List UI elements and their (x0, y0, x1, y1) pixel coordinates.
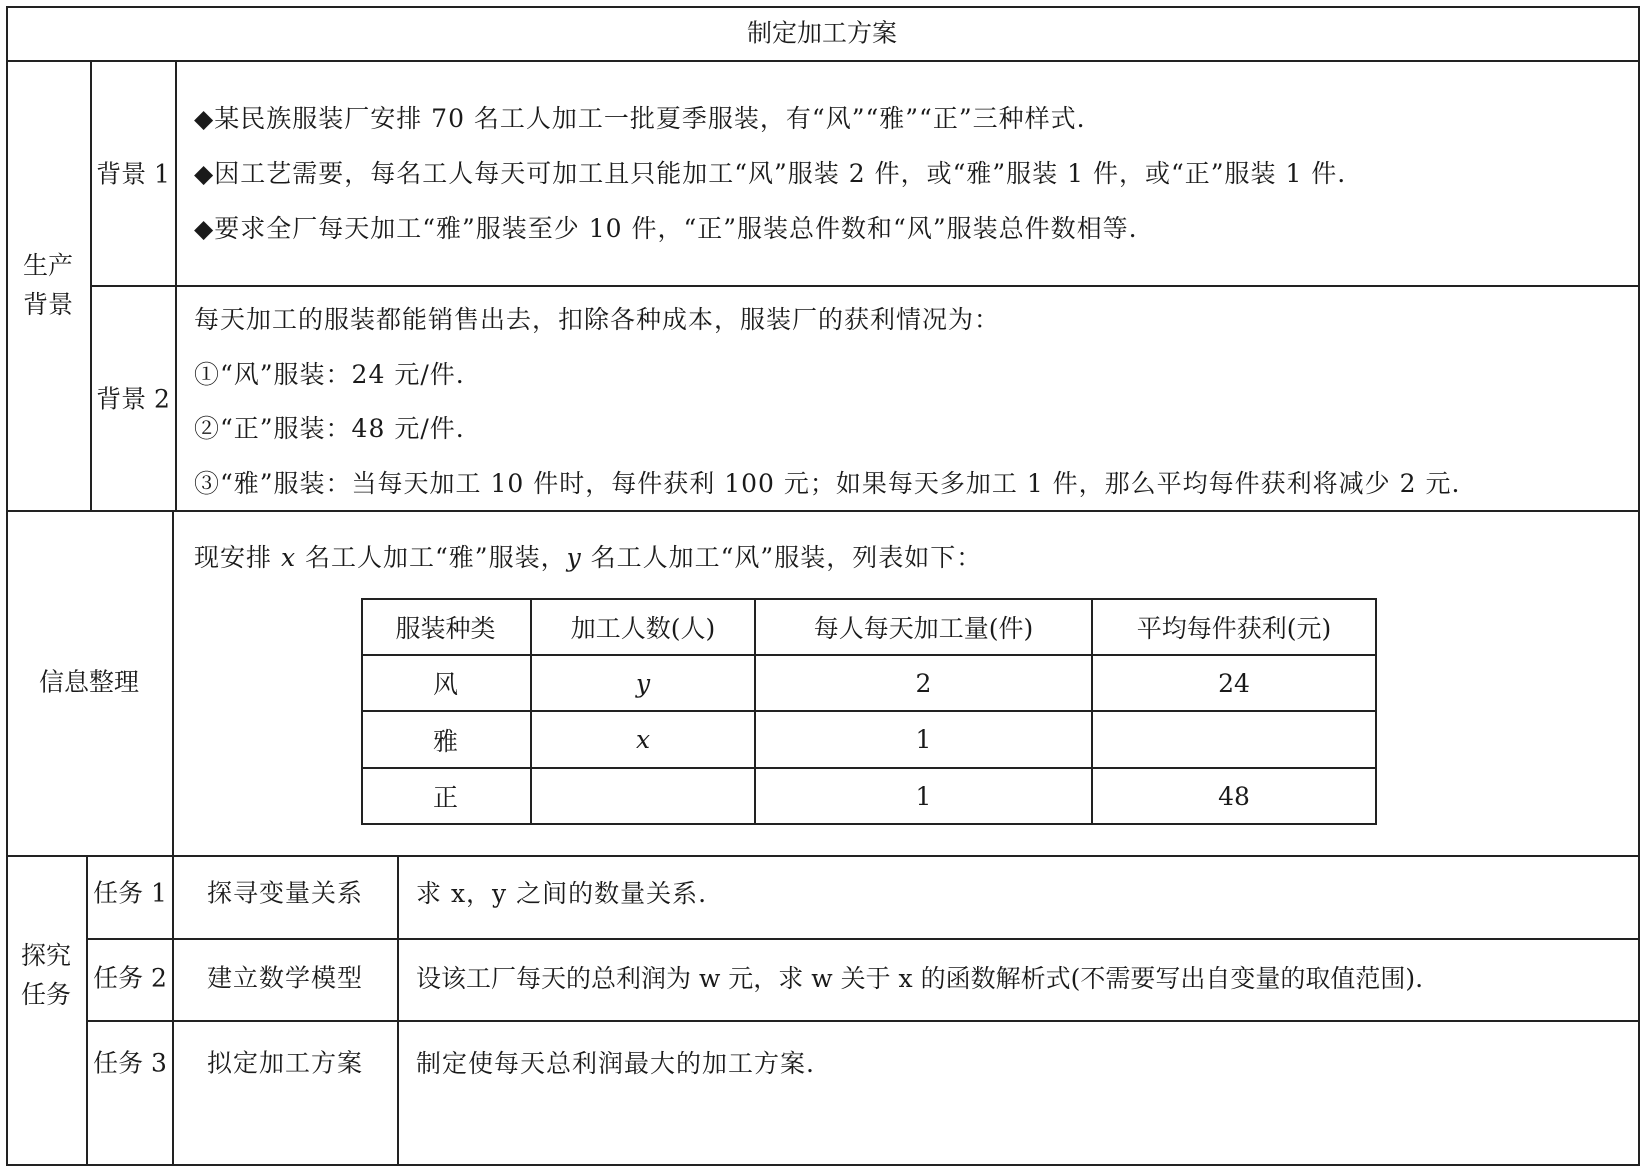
title-divider (6, 60, 1640, 62)
task-1-label: 任务 1 (93, 878, 167, 908)
task-2-desc: 设该工厂每天的总利润为 w 元，求 w 关于 x 的函数解析式(不需要写出自变量的取值范围). (416, 964, 1424, 993)
info-intro-c: 名工人加工“风”服装，列表如下： (581, 543, 983, 572)
info-intro-y: y (566, 543, 582, 572)
production-label (23, 253, 73, 317)
info-divider (6, 855, 1640, 857)
table-cell: 2 (915, 668, 932, 698)
bg1-line-2: ◆因工艺需要，每名工人每天可加工且只能加工“风”服装 2 件，或“雅”服装 1 件，或“正”服装 1 件. (194, 159, 1347, 188)
info-intro (194, 545, 982, 570)
table-cell: 1 (915, 781, 932, 811)
table-cell (532, 769, 754, 823)
page-title: 制定加工方案 (746, 18, 898, 48)
bg2-label: 背景 2 (96, 384, 170, 414)
task-col-divider1 (86, 855, 88, 1166)
table-cell (1093, 712, 1375, 767)
task-3-label: 任务 3 (93, 1048, 167, 1078)
table-cell: 24 (1218, 668, 1250, 698)
production-label-line1: 生产 (22, 251, 74, 280)
bg1-label: 背景 1 (96, 159, 170, 189)
table-cell: y (635, 668, 651, 698)
tasks-label-line1: 探究 (20, 941, 72, 970)
table-cell: 48 (1218, 781, 1250, 811)
table-cell: 1 (915, 725, 932, 754)
table-cell: 正 (432, 783, 458, 812)
bg-label-col-divider (175, 60, 177, 511)
bg2-line-1: 每天加工的服装都能销售出去，扣除各种成本，服装厂的获利情况为： (194, 305, 1001, 334)
table-header-cell: 加工人数(人) (570, 614, 716, 643)
bg1-line-3: ◆要求全厂每天加工“雅”服装至少 10 件，“正”服装总件数和“风”服装总件数相等. (194, 214, 1138, 243)
info-label: 信息整理 (38, 667, 140, 697)
task-col-divider2 (172, 855, 174, 1166)
table-header-cell: 平均每件获利(元) (1136, 614, 1332, 643)
task-2-name: 建立数学模型 (206, 963, 364, 993)
production-label-line2: 背景 (22, 290, 74, 319)
task-col-divider3 (397, 855, 399, 1166)
info-col-divider (172, 510, 174, 856)
table-cell: x (635, 725, 651, 754)
production-divider (6, 510, 1640, 512)
table-cell: 风 (432, 670, 458, 699)
task-3-name: 拟定加工方案 (206, 1048, 364, 1078)
task-3-desc: 制定使每天总利润最大的加工方案. (416, 1049, 815, 1078)
table-cell: 雅 (432, 726, 458, 756)
info-intro-a: 现安排 (194, 543, 281, 572)
bg1-divider (92, 285, 1640, 287)
table-header-cell: 每人每天加工量(件) (813, 614, 1034, 643)
tasks-label (21, 943, 71, 1007)
task-2-label: 任务 2 (93, 963, 167, 993)
bg2-line-4: ③“雅”服装：当每天加工 10 件时，每件获利 100 元；如果每天多加工 1 件，那么平均每件获利将减少 2 元. (194, 469, 1461, 498)
task-1-name: 探寻变量关系 (206, 878, 364, 908)
task1-divider (88, 938, 1640, 940)
info-intro-b: 名工人加工“雅”服装， (296, 543, 567, 572)
task-1-desc: 求 x，y 之间的数量关系. (416, 879, 708, 908)
table-header-cell: 服装种类 (395, 614, 496, 643)
production-col-divider (90, 60, 92, 511)
task2-divider (88, 1020, 1640, 1022)
info-intro-x: x (280, 543, 297, 572)
tasks-label-line2: 任务 (20, 980, 72, 1009)
bg2-line-3: ②“正”服装：48 元/件. (194, 414, 465, 443)
bg1-line-1: ◆某民族服装厂安排 70 名工人加工一批夏季服装，有“风”“雅”“正”三种样式. (194, 104, 1086, 133)
bg2-line-2: ①“风”服装：24 元/件. (194, 360, 465, 389)
